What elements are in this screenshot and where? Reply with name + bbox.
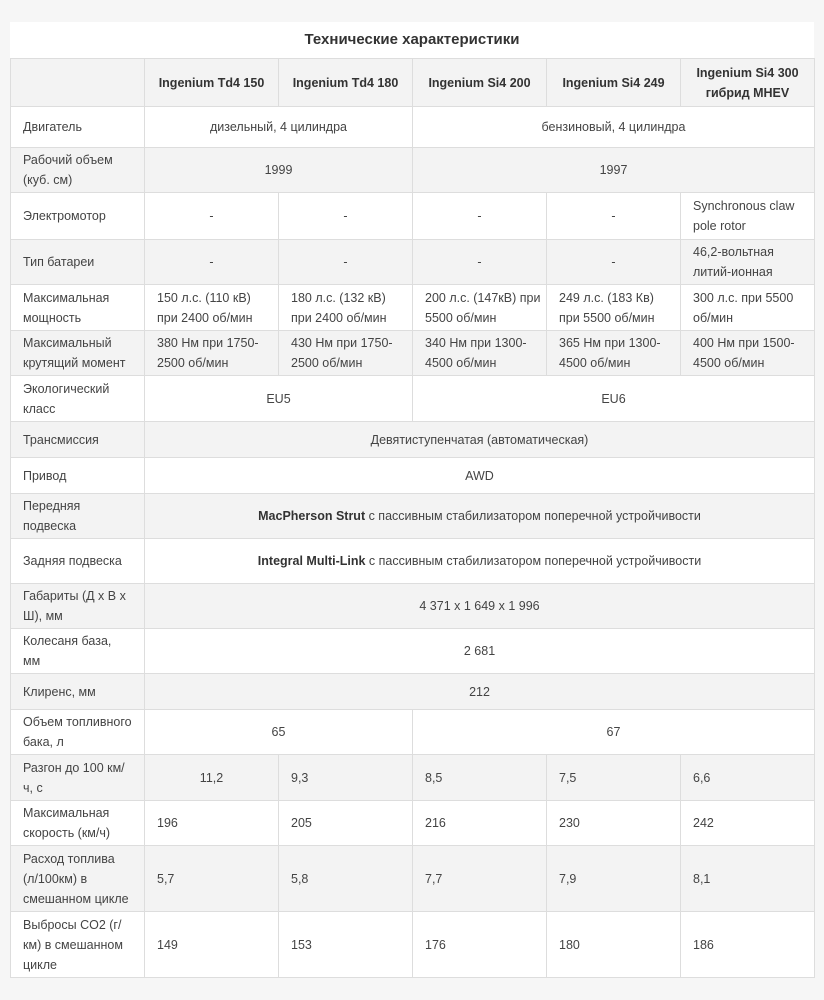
cell: 365 Нм при 1300-4500 об/мин [547, 331, 681, 376]
header-si4-249: Ingenium Si4 249 [547, 59, 681, 107]
cell-all: 4 371 x 1 649 x 1 996 [145, 584, 815, 629]
table-row [11, 193, 815, 240]
cell-all: Девятиступенчатая (автоматическая) [145, 422, 815, 458]
cell-diesel: EU5 [145, 376, 413, 422]
table-header-row [11, 59, 815, 107]
header-td4-180: Ingenium Td4 180 [279, 59, 413, 107]
header-td4-150: Ingenium Td4 150 [145, 59, 279, 107]
row-label: Объем топливного бака, л [11, 710, 145, 755]
table-row [11, 584, 815, 629]
cell: 8,1 [681, 846, 815, 912]
table-row [11, 285, 815, 331]
cell: 7,7 [413, 846, 547, 912]
header-empty [11, 59, 145, 107]
table-row [11, 422, 815, 458]
cell: 5,8 [279, 846, 413, 912]
table-row [11, 458, 815, 494]
cell: 242 [681, 801, 815, 846]
row-label: Трансмиссия [11, 422, 145, 458]
cell: 216 [413, 801, 547, 846]
row-label: Максимальный крутящий момент [11, 331, 145, 376]
suspension-type: MacPherson Strut [258, 509, 366, 523]
cell: 230 [547, 801, 681, 846]
cell: - [145, 240, 279, 285]
specs-table [10, 58, 815, 978]
specs-panel [10, 22, 814, 978]
cell: - [279, 240, 413, 285]
row-label: Клиренс, мм [11, 674, 145, 710]
cell: Synchronous claw pole rotor [681, 193, 815, 240]
cell: 300 л.с. при 5500 об/мин [681, 285, 815, 331]
cell-all [145, 539, 815, 584]
cell: 46,2-вольтная литий-ионная [681, 240, 815, 285]
cell-diesel: 65 [145, 710, 413, 755]
cell: 400 Нм при 1500-4500 об/мин [681, 331, 815, 376]
cell-all: AWD [145, 458, 815, 494]
row-label: Экологический класс [11, 376, 145, 422]
cell-petrol: 1997 [413, 148, 815, 193]
cell: 249 л.с. (183 Кв) при 5500 об/мин [547, 285, 681, 331]
cell: 340 Нм при 1300-4500 об/мин [413, 331, 547, 376]
row-label: Рабочий объем (куб. см) [11, 148, 145, 193]
table-row [11, 801, 815, 846]
row-label: Электромотор [11, 193, 145, 240]
cell: - [413, 193, 547, 240]
table-row [11, 107, 815, 148]
cell: 6,6 [681, 755, 815, 801]
cell-petrol: 67 [413, 710, 815, 755]
cell: 196 [145, 801, 279, 846]
table-row [11, 240, 815, 285]
suspension-desc: с пассивным стабилизатором поперечной устройчивости [365, 554, 702, 568]
row-label: Тип батареи [11, 240, 145, 285]
table-row [11, 539, 815, 584]
header-si4-300: Ingenium Si4 300 гибрид MHEV [681, 59, 815, 107]
cell: 180 [547, 912, 681, 978]
row-label: Разгон до 100 км/ч, с [11, 755, 145, 801]
table-row [11, 755, 815, 801]
cell: - [547, 193, 681, 240]
table-row [11, 331, 815, 376]
table-row [11, 148, 815, 193]
table-row [11, 376, 815, 422]
suspension-desc: с пассивным стабилизатором поперечной устройчивости [365, 509, 701, 523]
cell-all [145, 494, 815, 539]
cell: 7,5 [547, 755, 681, 801]
cell-all: 212 [145, 674, 815, 710]
row-label: Выбросы CO2 (г/км) в смешанном цикле [11, 912, 145, 978]
cell: 200 л.с. (147кВ) при 5500 об/мин [413, 285, 547, 331]
cell: 5,7 [145, 846, 279, 912]
row-label: Максимальная скорость (км/ч) [11, 801, 145, 846]
cell-petrol: EU6 [413, 376, 815, 422]
cell: 180 л.с. (132 кВ) при 2400 об/мин [279, 285, 413, 331]
row-label: Максимальная мощность [11, 285, 145, 331]
cell: - [547, 240, 681, 285]
cell: - [413, 240, 547, 285]
cell: 8,5 [413, 755, 547, 801]
suspension-type: Integral Multi-Link [257, 554, 366, 568]
row-label: Колесаня база, мм [11, 629, 145, 674]
cell: 11,2 [145, 755, 279, 801]
table-row [11, 710, 815, 755]
table-title: Технические характеристики [304, 31, 520, 48]
table-row [11, 912, 815, 978]
cell: 150 л.с. (110 кВ) при 2400 об/мин [145, 285, 279, 331]
row-label: Габариты (Д x В x Ш), мм [11, 584, 145, 629]
table-row [11, 494, 815, 539]
table-row [11, 846, 815, 912]
cell-petrol: бензиновый, 4 цилиндра [413, 107, 815, 148]
cell: 9,3 [279, 755, 413, 801]
header-si4-200: Ingenium Si4 200 [413, 59, 547, 107]
cell: 380 Нм при 1750-2500 об/мин [145, 331, 279, 376]
cell: 7,9 [547, 846, 681, 912]
cell-diesel: 1999 [145, 148, 413, 193]
cell: 149 [145, 912, 279, 978]
row-label: Расход топлива (л/100км) в смешанном цикле [11, 846, 145, 912]
cell-all: 2 681 [145, 629, 815, 674]
cell-diesel: дизельный, 4 цилиндра [145, 107, 413, 148]
cell: - [145, 193, 279, 240]
cell: - [279, 193, 413, 240]
cell: 186 [681, 912, 815, 978]
cell: 205 [279, 801, 413, 846]
row-label: Двигатель [11, 107, 145, 148]
row-label: Привод [11, 458, 145, 494]
cell: 430 Нм при 1750-2500 об/мин [279, 331, 413, 376]
table-row [11, 674, 815, 710]
row-label: Передняя подвеска [11, 494, 145, 539]
cell: 153 [279, 912, 413, 978]
cell: 176 [413, 912, 547, 978]
table-row [11, 629, 815, 674]
row-label: Задняя подвеска [11, 539, 145, 584]
